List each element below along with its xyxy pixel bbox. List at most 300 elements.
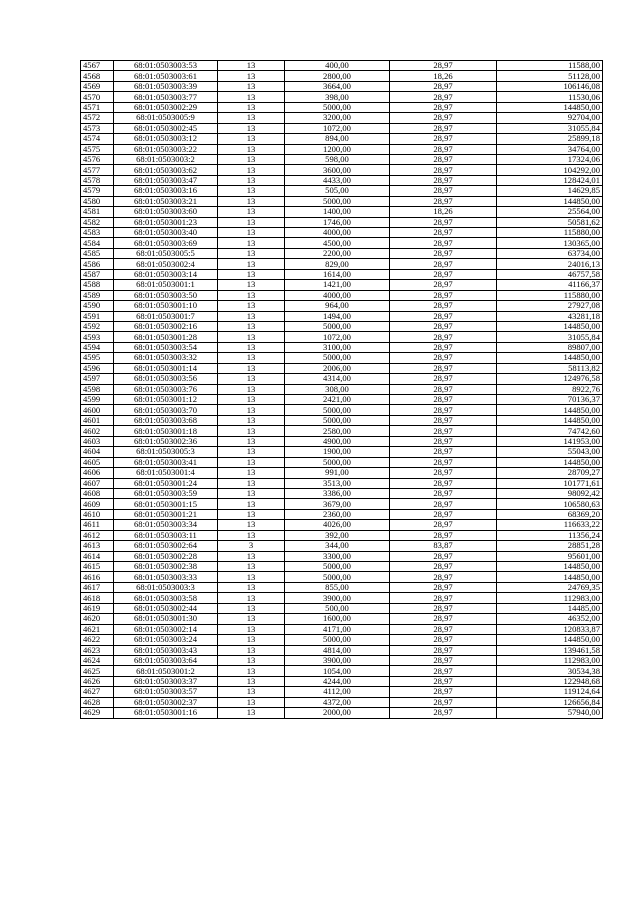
row-number-cell: 4627 — [81, 687, 114, 697]
cadastral-number-cell: 68:01:0503001:2 — [114, 666, 218, 676]
area-cell: 598,00 — [285, 154, 390, 164]
area-cell: 1600,00 — [285, 614, 390, 624]
rate-cell: 28,97 — [390, 447, 497, 457]
row-number-cell: 4595 — [81, 353, 114, 363]
area-cell: 964,00 — [285, 301, 390, 311]
table-row — [81, 551, 603, 561]
table-row — [81, 61, 603, 71]
category-cell: 13 — [218, 144, 285, 154]
category-cell: 3 — [218, 541, 285, 551]
value-cell: 124976,58 — [497, 374, 603, 384]
row-number-cell: 4584 — [81, 238, 114, 248]
area-cell: 2000,00 — [285, 708, 390, 718]
cadastral-number-cell: 68:01:0503001:15 — [114, 499, 218, 509]
value-cell: 11530,06 — [497, 92, 603, 102]
rate-cell: 28,97 — [390, 624, 497, 634]
rate-cell: 28,97 — [390, 655, 497, 665]
table-row — [81, 530, 603, 540]
rate-cell: 28,97 — [390, 468, 497, 478]
area-cell: 4314,00 — [285, 374, 390, 384]
area-cell: 3679,00 — [285, 499, 390, 509]
table-row — [81, 436, 603, 446]
rate-cell: 28,97 — [390, 123, 497, 133]
value-cell: 112983,00 — [497, 593, 603, 603]
cadastral-number-cell: 68:01:0503001:30 — [114, 614, 218, 624]
cadastral-number-cell: 68:01:0503003:43 — [114, 645, 218, 655]
row-number-cell: 4575 — [81, 144, 114, 154]
category-cell: 13 — [218, 311, 285, 321]
rate-cell: 28,97 — [390, 499, 497, 509]
value-cell: 144850,00 — [497, 572, 603, 582]
value-cell: 58113,82 — [497, 363, 603, 373]
area-cell: 2360,00 — [285, 509, 390, 519]
rate-cell: 28,97 — [390, 457, 497, 467]
cadastral-number-cell: 68:01:0503003:69 — [114, 238, 218, 248]
value-cell: 24769,35 — [497, 582, 603, 592]
area-cell: 3200,00 — [285, 113, 390, 123]
cadastral-number-cell: 68:01:0503003:2 — [114, 154, 218, 164]
value-cell: 24016,13 — [497, 259, 603, 269]
category-cell: 13 — [218, 582, 285, 592]
value-cell: 139461,58 — [497, 645, 603, 655]
cadastral-number-cell: 68:01:0503003:53 — [114, 61, 218, 71]
row-number-cell: 4587 — [81, 269, 114, 279]
row-number-cell: 4597 — [81, 374, 114, 384]
row-number-cell: 4573 — [81, 123, 114, 133]
value-cell: 144850,00 — [497, 457, 603, 467]
row-number-cell: 4613 — [81, 541, 114, 551]
table-row — [81, 520, 603, 530]
value-cell: 55043,00 — [497, 447, 603, 457]
rate-cell: 28,97 — [390, 572, 497, 582]
category-cell: 13 — [218, 134, 285, 144]
value-cell: 50581,62 — [497, 217, 603, 227]
category-cell: 13 — [218, 280, 285, 290]
rate-cell: 28,97 — [390, 321, 497, 331]
rate-cell: 28,97 — [390, 509, 497, 519]
category-cell: 13 — [218, 708, 285, 718]
cadastral-number-cell: 68:01:0503003:34 — [114, 520, 218, 530]
table-row — [81, 666, 603, 676]
category-cell: 13 — [218, 217, 285, 227]
area-cell: 5000,00 — [285, 353, 390, 363]
area-cell: 4900,00 — [285, 436, 390, 446]
category-cell: 13 — [218, 447, 285, 457]
rate-cell: 28,97 — [390, 154, 497, 164]
row-number-cell: 4625 — [81, 666, 114, 676]
row-number-cell: 4585 — [81, 248, 114, 258]
rate-cell: 28,97 — [390, 102, 497, 112]
table-row — [81, 238, 603, 248]
area-cell: 1746,00 — [285, 217, 390, 227]
cadastral-number-cell: 68:01:0503001:28 — [114, 332, 218, 342]
category-cell: 13 — [218, 562, 285, 572]
table-row — [81, 154, 603, 164]
area-cell: 4026,00 — [285, 520, 390, 530]
category-cell: 13 — [218, 655, 285, 665]
category-cell: 13 — [218, 248, 285, 258]
value-cell: 106146,08 — [497, 81, 603, 91]
value-cell: 101771,61 — [497, 478, 603, 488]
table-row — [81, 488, 603, 498]
table-row — [81, 603, 603, 613]
table-row — [81, 593, 603, 603]
rate-cell: 28,97 — [390, 666, 497, 676]
table-row — [81, 228, 603, 238]
row-number-cell: 4567 — [81, 61, 114, 71]
category-cell: 13 — [218, 520, 285, 530]
value-cell: 126656,84 — [497, 697, 603, 707]
category-cell: 13 — [218, 415, 285, 425]
rate-cell: 28,97 — [390, 614, 497, 624]
table-row — [81, 687, 603, 697]
rate-cell: 28,97 — [390, 488, 497, 498]
value-cell: 89807,00 — [497, 342, 603, 352]
value-cell: 144850,00 — [497, 321, 603, 331]
row-number-cell: 4600 — [81, 405, 114, 415]
table-row — [81, 165, 603, 175]
value-cell: 116633,22 — [497, 520, 603, 530]
rate-cell: 28,97 — [390, 228, 497, 238]
rate-cell: 18,26 — [390, 71, 497, 81]
rate-cell: 28,97 — [390, 405, 497, 415]
area-cell: 2006,00 — [285, 363, 390, 373]
category-cell: 13 — [218, 207, 285, 217]
row-number-cell: 4592 — [81, 321, 114, 331]
value-cell: 14629,85 — [497, 186, 603, 196]
rate-cell: 83,87 — [390, 541, 497, 551]
value-cell: 31055,84 — [497, 123, 603, 133]
rate-cell: 28,97 — [390, 687, 497, 697]
row-number-cell: 4582 — [81, 217, 114, 227]
value-cell: 11356,24 — [497, 530, 603, 540]
category-cell: 13 — [218, 113, 285, 123]
area-cell: 2580,00 — [285, 426, 390, 436]
value-cell: 112983,00 — [497, 655, 603, 665]
row-number-cell: 4578 — [81, 175, 114, 185]
value-cell: 74742,60 — [497, 426, 603, 436]
area-cell: 829,00 — [285, 259, 390, 269]
value-cell: 115880,00 — [497, 290, 603, 300]
rate-cell: 28,97 — [390, 374, 497, 384]
row-number-cell: 4619 — [81, 603, 114, 613]
cadastral-number-cell: 68:01:0503001:24 — [114, 478, 218, 488]
rate-cell: 28,97 — [390, 290, 497, 300]
table-row — [81, 321, 603, 331]
category-cell: 13 — [218, 614, 285, 624]
area-cell: 4814,00 — [285, 645, 390, 655]
category-cell: 13 — [218, 374, 285, 384]
table-row — [81, 301, 603, 311]
rate-cell: 28,97 — [390, 332, 497, 342]
row-number-cell: 4607 — [81, 478, 114, 488]
cadastral-number-cell: 68:01:0503003:33 — [114, 572, 218, 582]
category-cell: 13 — [218, 666, 285, 676]
area-cell: 1200,00 — [285, 144, 390, 154]
cadastral-number-cell: 68:01:0503001:10 — [114, 301, 218, 311]
cadastral-number-cell: 68:01:0503002:45 — [114, 123, 218, 133]
rate-cell: 28,97 — [390, 582, 497, 592]
row-number-cell: 4609 — [81, 499, 114, 509]
category-cell: 13 — [218, 572, 285, 582]
cadastral-number-cell: 68:01:0503003:76 — [114, 384, 218, 394]
category-cell: 13 — [218, 468, 285, 478]
category-cell: 13 — [218, 71, 285, 81]
rate-cell: 28,97 — [390, 269, 497, 279]
rate-cell: 28,97 — [390, 342, 497, 352]
table-row — [81, 71, 603, 81]
category-cell: 13 — [218, 478, 285, 488]
area-cell: 392,00 — [285, 530, 390, 540]
value-cell: 11588,00 — [497, 61, 603, 71]
area-cell: 2200,00 — [285, 248, 390, 258]
table-row — [81, 353, 603, 363]
cadastral-number-cell: 68:01:0503003:11 — [114, 530, 218, 540]
value-cell: 46352,00 — [497, 614, 603, 624]
cadastral-number-cell: 68:01:0503003:32 — [114, 353, 218, 363]
value-cell: 144850,00 — [497, 635, 603, 645]
area-cell: 991,00 — [285, 468, 390, 478]
table-row — [81, 457, 603, 467]
area-cell: 4372,00 — [285, 697, 390, 707]
value-cell: 68369,20 — [497, 509, 603, 519]
value-cell: 28709,27 — [497, 468, 603, 478]
row-number-cell: 4623 — [81, 645, 114, 655]
cadastral-number-cell: 68:01:0503003:62 — [114, 165, 218, 175]
cadastral-number-cell: 68:01:0503002:16 — [114, 321, 218, 331]
area-cell: 1494,00 — [285, 311, 390, 321]
row-number-cell: 4626 — [81, 676, 114, 686]
value-cell: 128424,01 — [497, 175, 603, 185]
category-cell: 13 — [218, 61, 285, 71]
category-cell: 13 — [218, 92, 285, 102]
table-row — [81, 645, 603, 655]
area-cell: 5000,00 — [285, 196, 390, 206]
value-cell: 141953,00 — [497, 436, 603, 446]
rate-cell: 28,97 — [390, 478, 497, 488]
category-cell: 13 — [218, 186, 285, 196]
rate-cell: 28,97 — [390, 593, 497, 603]
cadastral-number-cell: 68:01:0503002:64 — [114, 541, 218, 551]
cadastral-number-cell: 68:01:0503003:59 — [114, 488, 218, 498]
row-number-cell: 4612 — [81, 530, 114, 540]
table-row — [81, 311, 603, 321]
category-cell: 13 — [218, 165, 285, 175]
area-cell: 2421,00 — [285, 395, 390, 405]
cadastral-number-cell: 68:01:0503001:7 — [114, 311, 218, 321]
category-cell: 13 — [218, 269, 285, 279]
rate-cell: 28,97 — [390, 301, 497, 311]
category-cell: 13 — [218, 154, 285, 164]
row-number-cell: 4605 — [81, 457, 114, 467]
cadastral-number-cell: 68:01:0503003:24 — [114, 635, 218, 645]
cadastral-number-cell: 68:01:0503003:12 — [114, 134, 218, 144]
rate-cell: 28,97 — [390, 217, 497, 227]
category-cell: 13 — [218, 551, 285, 561]
rate-cell: 28,97 — [390, 603, 497, 613]
cadastral-number-cell: 68:01:0503002:28 — [114, 551, 218, 561]
table-row — [81, 468, 603, 478]
rate-cell: 28,97 — [390, 384, 497, 394]
table-body — [81, 61, 603, 719]
cadastral-number-cell: 68:01:0503003:68 — [114, 415, 218, 425]
rate-cell: 28,97 — [390, 645, 497, 655]
category-cell: 13 — [218, 353, 285, 363]
value-cell: 115880,00 — [497, 228, 603, 238]
table-row — [81, 92, 603, 102]
value-cell: 63734,00 — [497, 248, 603, 258]
area-cell: 3900,00 — [285, 655, 390, 665]
row-number-cell: 4596 — [81, 363, 114, 373]
row-number-cell: 4629 — [81, 708, 114, 718]
value-cell: 31055,84 — [497, 332, 603, 342]
cadastral-number-cell: 68:01:0503001:4 — [114, 468, 218, 478]
table-row — [81, 332, 603, 342]
cadastral-number-cell: 68:01:0503002:14 — [114, 624, 218, 634]
table-row — [81, 635, 603, 645]
table-row — [81, 447, 603, 457]
table-row — [81, 280, 603, 290]
area-cell: 894,00 — [285, 134, 390, 144]
cadastral-number-cell: 68:01:0503001:18 — [114, 426, 218, 436]
area-cell: 398,00 — [285, 92, 390, 102]
area-cell: 5000,00 — [285, 572, 390, 582]
table-row — [81, 290, 603, 300]
rate-cell: 28,97 — [390, 436, 497, 446]
value-cell: 144850,00 — [497, 405, 603, 415]
row-number-cell: 4610 — [81, 509, 114, 519]
cadastral-number-cell: 68:01:0503001:1 — [114, 280, 218, 290]
category-cell: 13 — [218, 175, 285, 185]
data-table — [80, 60, 603, 719]
area-cell: 4000,00 — [285, 228, 390, 238]
rate-cell: 28,97 — [390, 520, 497, 530]
category-cell: 13 — [218, 321, 285, 331]
area-cell: 3900,00 — [285, 593, 390, 603]
table-row — [81, 415, 603, 425]
rate-cell: 28,97 — [390, 551, 497, 561]
table-row — [81, 81, 603, 91]
row-number-cell: 4572 — [81, 113, 114, 123]
value-cell: 57940,00 — [497, 708, 603, 718]
category-cell: 13 — [218, 426, 285, 436]
rate-cell: 28,97 — [390, 635, 497, 645]
rate-cell: 28,97 — [390, 92, 497, 102]
table-row — [81, 374, 603, 384]
rate-cell: 28,97 — [390, 144, 497, 154]
cadastral-number-cell: 68:01:0503003:58 — [114, 593, 218, 603]
value-cell: 46757,58 — [497, 269, 603, 279]
table-row — [81, 217, 603, 227]
cadastral-number-cell: 68:01:0503003:39 — [114, 81, 218, 91]
row-number-cell: 4604 — [81, 447, 114, 457]
category-cell: 13 — [218, 593, 285, 603]
cadastral-number-cell: 68:01:0503003:14 — [114, 269, 218, 279]
cadastral-number-cell: 68:01:0503003:57 — [114, 687, 218, 697]
rate-cell: 28,97 — [390, 175, 497, 185]
row-number-cell: 4571 — [81, 102, 114, 112]
table-row — [81, 269, 603, 279]
rate-cell: 28,97 — [390, 61, 497, 71]
table-row — [81, 207, 603, 217]
row-number-cell: 4616 — [81, 572, 114, 582]
value-cell: 51128,00 — [497, 71, 603, 81]
row-number-cell: 4621 — [81, 624, 114, 634]
rate-cell: 28,97 — [390, 238, 497, 248]
rate-cell: 28,97 — [390, 311, 497, 321]
cadastral-number-cell: 68:01:0503002:37 — [114, 697, 218, 707]
row-number-cell: 4574 — [81, 134, 114, 144]
value-cell: 34764,00 — [497, 144, 603, 154]
table-row — [81, 614, 603, 624]
area-cell: 5000,00 — [285, 457, 390, 467]
cadastral-number-cell: 68:01:0503001:16 — [114, 708, 218, 718]
category-cell: 13 — [218, 102, 285, 112]
area-cell: 1054,00 — [285, 666, 390, 676]
area-cell: 4433,00 — [285, 175, 390, 185]
category-cell: 13 — [218, 259, 285, 269]
row-number-cell: 4622 — [81, 635, 114, 645]
area-cell: 400,00 — [285, 61, 390, 71]
category-cell: 13 — [218, 290, 285, 300]
cadastral-number-cell: 68:01:0503005:9 — [114, 113, 218, 123]
category-cell: 13 — [218, 301, 285, 311]
table-row — [81, 342, 603, 352]
value-cell: 119124,64 — [497, 687, 603, 697]
area-cell: 1900,00 — [285, 447, 390, 457]
table-row — [81, 676, 603, 686]
area-cell: 1072,00 — [285, 123, 390, 133]
cadastral-number-cell: 68:01:0503003:47 — [114, 175, 218, 185]
table-row — [81, 426, 603, 436]
category-cell: 13 — [218, 635, 285, 645]
cadastral-number-cell: 68:01:0503002:44 — [114, 603, 218, 613]
category-cell: 13 — [218, 687, 285, 697]
area-cell: 5000,00 — [285, 405, 390, 415]
row-number-cell: 4580 — [81, 196, 114, 206]
area-cell: 1614,00 — [285, 269, 390, 279]
category-cell: 13 — [218, 238, 285, 248]
table-row — [81, 708, 603, 718]
rate-cell: 28,97 — [390, 530, 497, 540]
cadastral-number-cell: 68:01:0503002:4 — [114, 259, 218, 269]
table-row — [81, 395, 603, 405]
table-row — [81, 499, 603, 509]
category-cell: 13 — [218, 530, 285, 540]
table-row — [81, 144, 603, 154]
area-cell: 4000,00 — [285, 290, 390, 300]
rate-cell: 28,97 — [390, 708, 497, 718]
table-row — [81, 624, 603, 634]
value-cell: 25899,18 — [497, 134, 603, 144]
row-number-cell: 4617 — [81, 582, 114, 592]
category-cell: 13 — [218, 81, 285, 91]
cadastral-number-cell: 68:01:0503003:3 — [114, 582, 218, 592]
row-number-cell: 4581 — [81, 207, 114, 217]
cadastral-number-cell: 68:01:0503001:21 — [114, 509, 218, 519]
row-number-cell: 4603 — [81, 436, 114, 446]
value-cell: 144850,00 — [497, 353, 603, 363]
cadastral-number-cell: 68:01:0503002:36 — [114, 436, 218, 446]
rate-cell: 28,97 — [390, 186, 497, 196]
rate-cell: 28,97 — [390, 353, 497, 363]
value-cell: 8922,76 — [497, 384, 603, 394]
table-row — [81, 541, 603, 551]
category-cell: 13 — [218, 488, 285, 498]
rate-cell: 28,97 — [390, 113, 497, 123]
category-cell: 13 — [218, 676, 285, 686]
value-cell: 41166,37 — [497, 280, 603, 290]
